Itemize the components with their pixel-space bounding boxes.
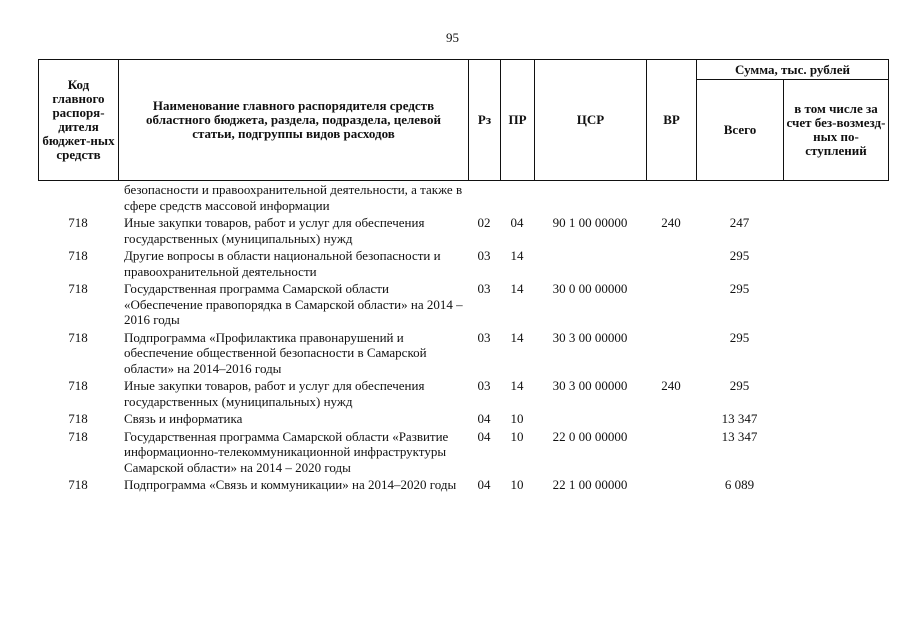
cell-pr: 14 (510, 378, 524, 393)
cell-code: 718 (68, 477, 88, 492)
cell-total: 295 (729, 248, 750, 263)
cell-name: Государственная программа Самарской области «Развитие информационно-телекоммуникационной инфраструктуры Самарской области» на 2014 – 2020 годы (124, 428, 449, 475)
cell-pr: 04 (510, 215, 524, 230)
cell-pr: 10 (510, 411, 524, 426)
cell-pr: 14 (510, 248, 524, 263)
cell-name: Государственная программа Самарской области «Обеспечение правопорядка в Самарской области» на 2014 – 2016 годы (124, 281, 463, 327)
cell-name: Иные закупки товаров, работ и услуг для обеспечения государственных (муниципальных) нужд (124, 378, 425, 409)
table-header (38, 59, 889, 181)
cell-total: 295 (729, 329, 750, 345)
table-row (38, 411, 888, 427)
table-row (38, 281, 888, 328)
cell-total: 247 (729, 215, 750, 230)
table-row (38, 429, 888, 476)
header-total: Всего (697, 80, 784, 181)
table-row (38, 330, 888, 377)
cell-code: 718 (68, 329, 88, 345)
header-csr: ЦСР (535, 60, 647, 181)
cell-code: 718 (68, 411, 88, 426)
header-sum: Сумма, тыс. рублей (697, 60, 889, 80)
cell-total: 13 347 (721, 411, 758, 426)
cell-code: 718 (68, 428, 88, 444)
cell-csr: 30 3 00 00000 (552, 329, 628, 345)
table-row (38, 248, 888, 279)
cell-code: 718 (68, 281, 88, 296)
header-code: Код главного распоря-дителя бюджет-ных средств (39, 60, 119, 181)
cell-pr: 14 (510, 329, 524, 345)
header-free: в том числе за счет без-возмезд-ных по-ступлений (784, 80, 889, 181)
table-row (38, 378, 888, 409)
table-body (38, 182, 888, 493)
header-pr: ПР (501, 60, 535, 181)
cell-pr: 14 (510, 281, 524, 296)
cell-code: 718 (68, 215, 88, 230)
table-row (38, 477, 888, 493)
cell-csr: 22 0 00 00000 (552, 428, 628, 444)
cell-total: 6 089 (724, 477, 755, 492)
cell-rz: 03 (477, 248, 491, 263)
cell-pr: 10 (510, 477, 524, 492)
cell-name: Другие вопросы в области национальной безопасности и правоохранительной деятельности (124, 248, 441, 279)
cell-pr: 10 (510, 428, 524, 444)
cell-name: Подпрограмма «Связь и коммуникации» на 2014–2020 годы (124, 477, 457, 492)
cell-rz: 03 (477, 281, 491, 296)
cell-total: 13 347 (721, 428, 758, 444)
cell-name: безопасности и правоохранительной деятельности, а также в сфере средств массовой информации (124, 182, 463, 213)
cell-csr: 90 1 00 00000 (552, 215, 628, 230)
cell-rz: 04 (477, 477, 491, 492)
cell-csr: 22 1 00 00000 (552, 477, 628, 492)
cell-rz: 03 (477, 378, 491, 393)
cell-name: Подпрограмма «Профилактика правонарушений и обеспечение общественной безопасности в Самарской области» на 2014–2016 годы (124, 329, 427, 376)
cell-rz: 04 (477, 428, 491, 444)
header-rz: Рз (469, 60, 501, 181)
cell-total: 295 (729, 281, 750, 296)
page-number: 95 (446, 30, 459, 45)
table-row (38, 182, 888, 213)
cell-rz: 04 (477, 411, 491, 426)
cell-rz: 02 (477, 215, 491, 230)
cell-rz: 03 (477, 329, 491, 345)
cell-csr: 30 0 00 00000 (552, 281, 628, 296)
cell-total: 295 (729, 378, 750, 393)
cell-vr: 240 (661, 378, 681, 393)
cell-vr: 240 (661, 215, 681, 230)
header-name: Наименование главного распорядителя средств областного бюджета, раздела, подраздела, целевой статьи, подгруппы видов расходов (119, 60, 469, 181)
table-row (38, 215, 888, 246)
cell-name: Связь и информатика (124, 411, 243, 426)
cell-csr: 30 3 00 00000 (552, 378, 628, 393)
cell-code: 718 (68, 248, 88, 263)
cell-name: Иные закупки товаров, работ и услуг для обеспечения государственных (муниципальных) нужд (124, 215, 425, 246)
cell-code: 718 (68, 378, 88, 393)
header-vr: ВР (647, 60, 697, 181)
